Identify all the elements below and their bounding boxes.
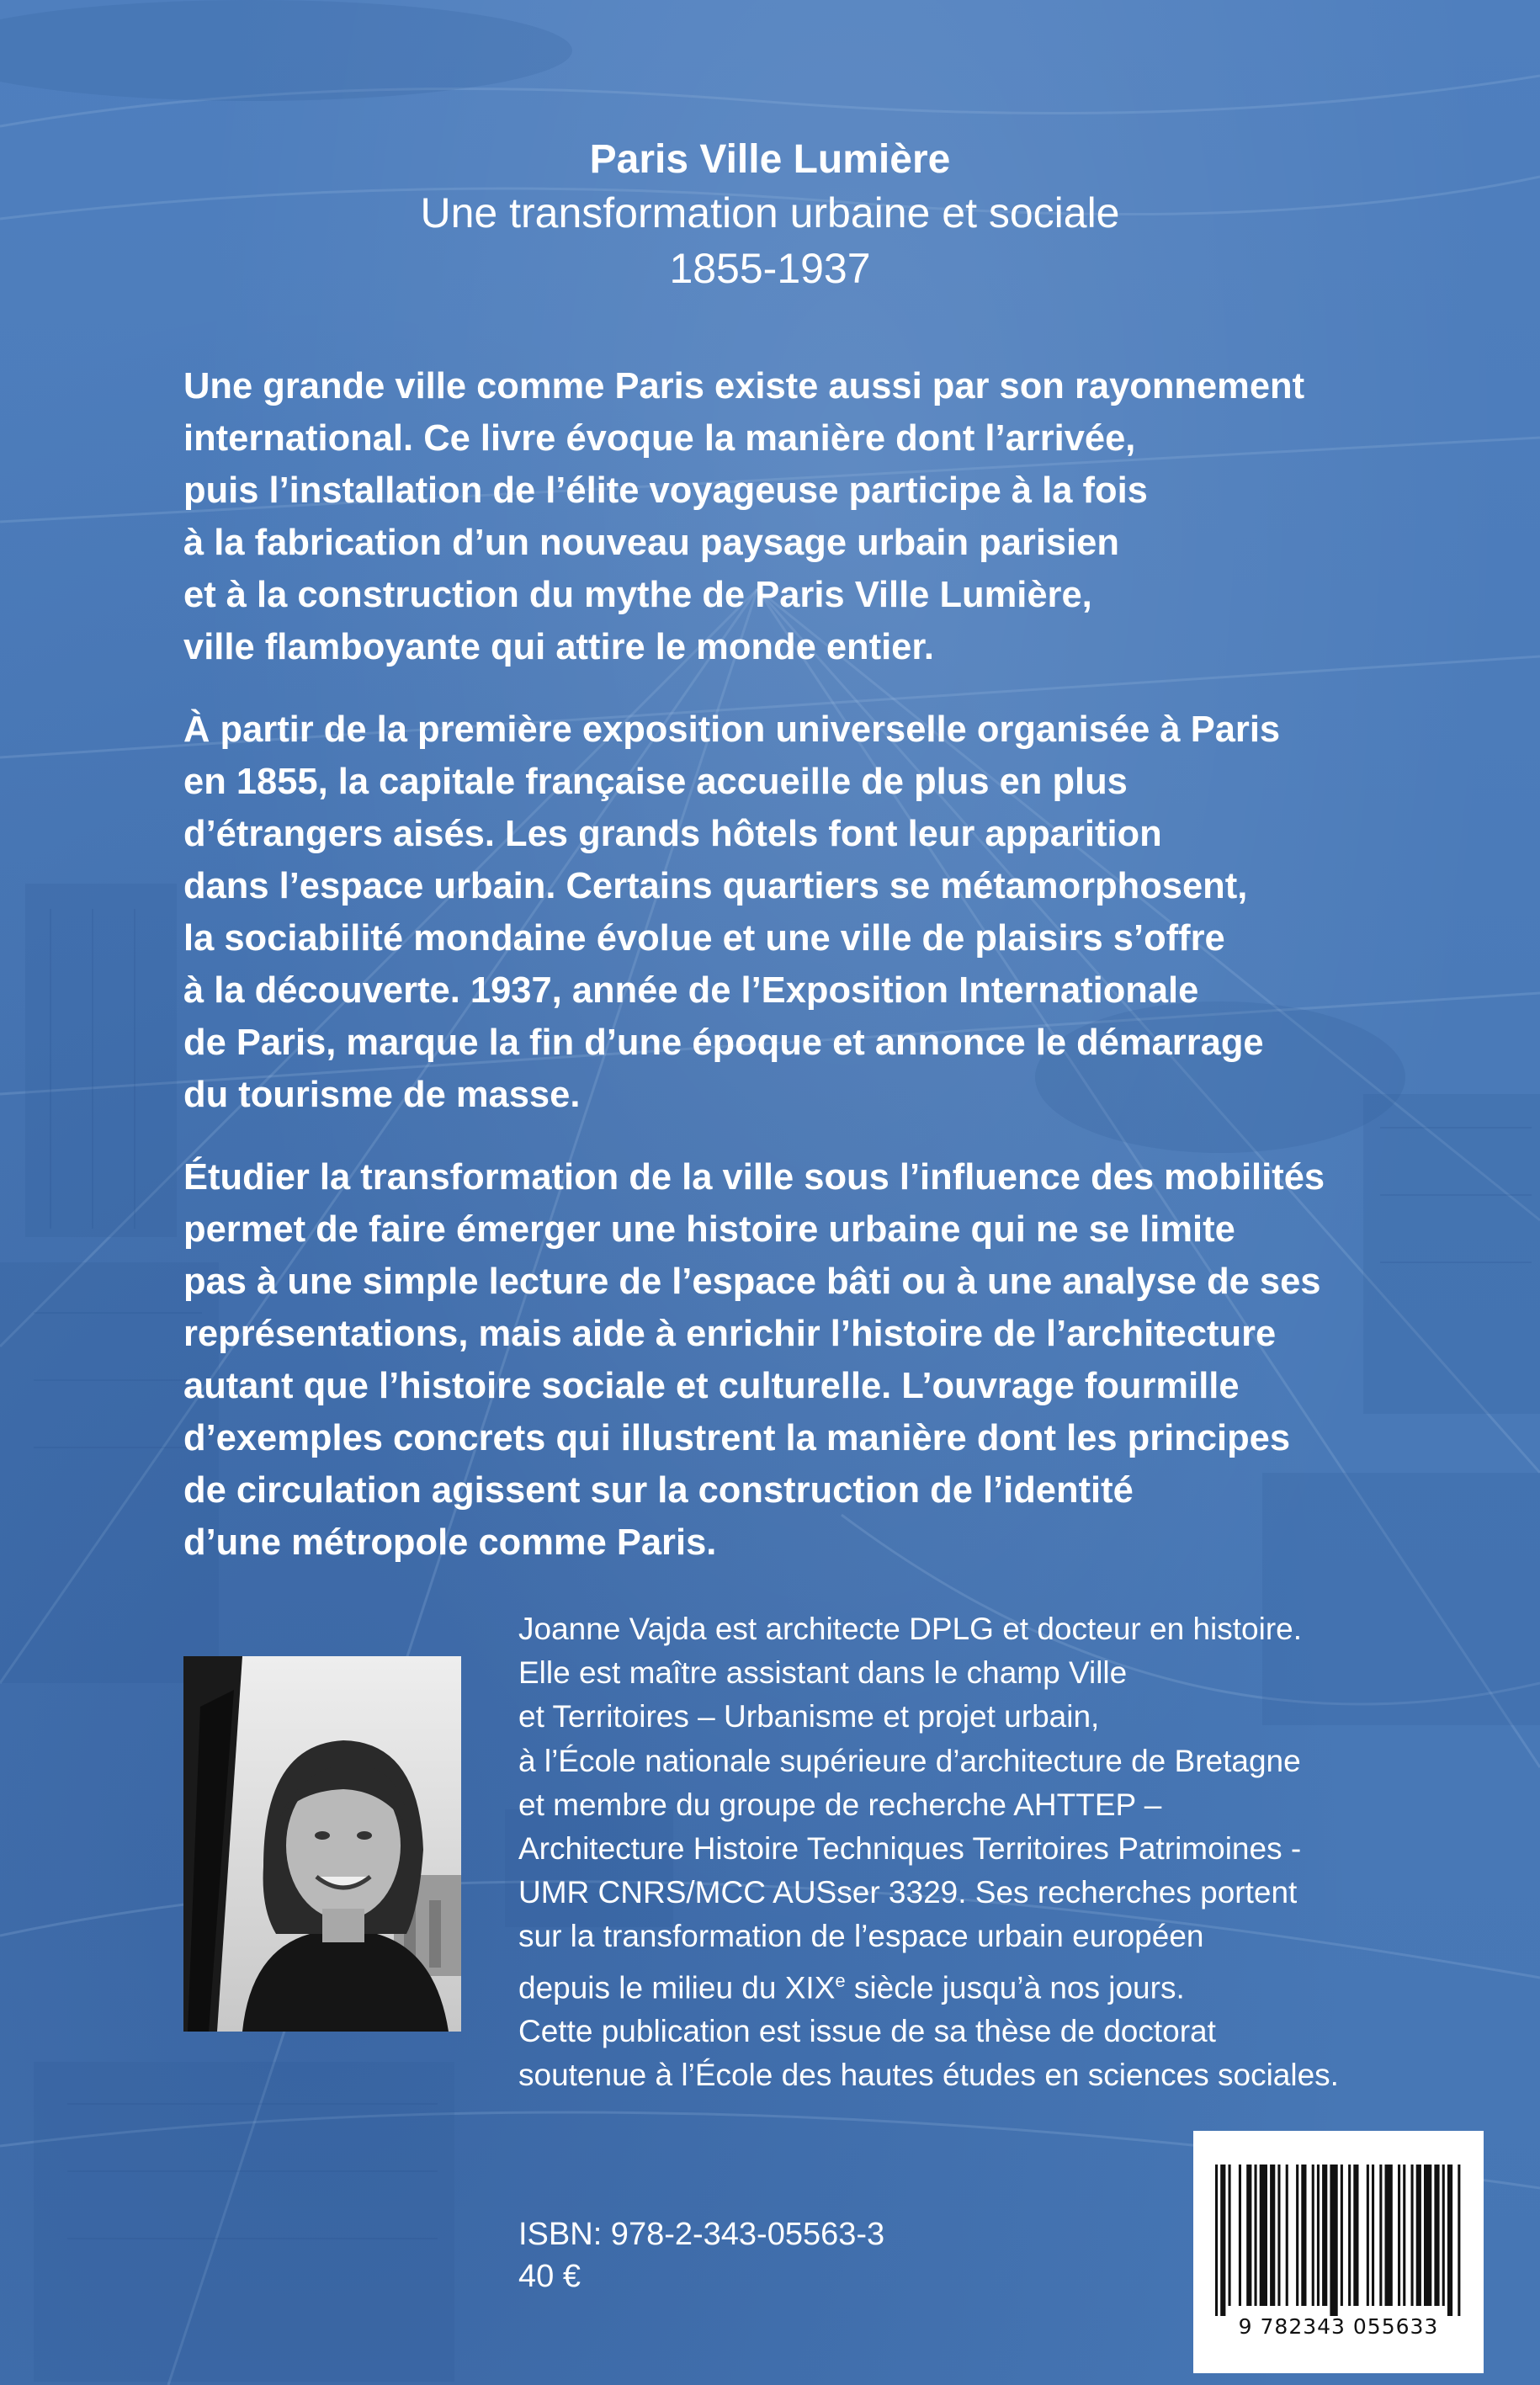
barcode-bar xyxy=(1416,2165,1421,2306)
barcode-bar xyxy=(1367,2165,1369,2306)
bio-line: et Territoires – Urbanisme et projet urbain, xyxy=(518,1699,1100,1734)
barcode-bar xyxy=(1322,2165,1327,2306)
summary-line: et à la construction du mythe de Paris Ville Lumière, xyxy=(183,575,1092,615)
summary-line: en 1855, la capitale française accueille de plus en plus xyxy=(183,762,1128,802)
barcode-bar xyxy=(1341,2165,1343,2306)
summary-paragraph xyxy=(183,704,1378,1121)
barcode-bar xyxy=(1312,2165,1314,2306)
barcode-bar xyxy=(1442,2165,1445,2306)
bio-line: UMR CNRS/MCC AUSser 3329. Ses recherches portent xyxy=(518,1875,1298,1910)
barcode-bar xyxy=(1353,2165,1358,2306)
author-bio xyxy=(518,1607,1528,2098)
summary-line: d’exemples concrets qui illustrent la manière dont les principes xyxy=(183,1418,1291,1458)
barcode-bar xyxy=(1458,2165,1460,2316)
bio-line-century xyxy=(518,1959,1528,2011)
summary-line: puis l’installation de l’élite voyageuse participe à la fois xyxy=(183,470,1148,511)
summary-line: du tourisme de masse. xyxy=(183,1075,581,1115)
barcode-bar xyxy=(1229,2165,1231,2306)
barcode-bar xyxy=(1301,2165,1306,2306)
century-suffix: siècle jusqu’à nos jours. xyxy=(845,1969,1185,2005)
bio-line: Joanne Vajda est architecte DPLG et docteur en histoire. xyxy=(518,1612,1303,1646)
century-superscript: e xyxy=(835,1969,846,1991)
barcode-digits: 9 782343 055633 xyxy=(1238,2314,1439,2339)
barcode-bar xyxy=(1286,2165,1288,2306)
price-text: 40 € xyxy=(518,2259,581,2294)
barcode-bar xyxy=(1260,2165,1267,2306)
summary-line: permet de faire émerger une histoire urbaine qui ne se limite xyxy=(183,1209,1235,1250)
summary-line: représentations, mais aide à enrichir l’histoire de l’architecture xyxy=(183,1314,1277,1354)
summary-line: à la fabrication d’un nouveau paysage urbain parisien xyxy=(183,523,1119,563)
barcode-bar xyxy=(1317,2165,1320,2306)
isbn-text: ISBN: 978-2-343-05563-3 xyxy=(518,2217,885,2252)
bio-line: Elle est maître assistant dans le champ Ville xyxy=(518,1655,1128,1691)
summary-line: ville flamboyante qui attire le monde entier. xyxy=(183,627,934,667)
barcode-bar xyxy=(1277,2165,1280,2306)
summary-line: de circulation agissent sur la construction de l’identité xyxy=(183,1470,1134,1511)
summary-line: À partir de la première exposition universelle organisée à Paris xyxy=(183,709,1281,750)
barcode-bar xyxy=(1385,2165,1393,2306)
barcode-bar xyxy=(1372,2165,1374,2306)
summary-line: Une grande ville comme Paris existe aussi par son rayonnement xyxy=(183,366,1305,406)
barcode-bar xyxy=(1424,2165,1431,2306)
bio-line: sur la transformation de l’espace urbain européen xyxy=(518,1919,1204,1954)
title-block xyxy=(0,135,1540,296)
barcode-bar xyxy=(1255,2165,1257,2306)
book-dates: 1855-1937 xyxy=(669,245,871,292)
barcode-bar xyxy=(1239,2165,1241,2306)
bio-line: soutenue à l’École des hautes études en sciences sociales. xyxy=(518,2058,1339,2093)
summary-paragraph xyxy=(183,360,1378,673)
barcode-bar xyxy=(1379,2165,1382,2306)
summary-line: d’une métropole comme Paris. xyxy=(183,1522,717,1563)
summary-line: dans l’espace urbain. Certains quartiers se métamorphosent, xyxy=(183,866,1248,906)
barcode-bar xyxy=(1270,2165,1275,2306)
summary-paragraph xyxy=(183,1151,1378,1569)
author-photo xyxy=(183,1656,461,2032)
barcode-bar xyxy=(1447,2165,1452,2316)
summary-line: à la découverte. 1937, année de l’Exposition Internationale xyxy=(183,970,1199,1011)
summary-line: la sociabilité mondaine évolue et une ville de plaisirs s’offre xyxy=(183,918,1225,959)
barcode-bar xyxy=(1215,2165,1218,2316)
barcode xyxy=(1193,2131,1484,2373)
book-subtitle: Une transformation urbaine et sociale xyxy=(420,189,1120,236)
book-title: Paris Ville Lumière xyxy=(589,137,951,182)
barcode-bar xyxy=(1296,2165,1298,2306)
bio-line: et membre du groupe de recherche AHTTEP – xyxy=(518,1787,1162,1822)
barcode-bar xyxy=(1330,2165,1337,2316)
summary-line: de Paris, marque la fin d’une époque et annonce le démarrage xyxy=(183,1023,1264,1063)
author-portrait-image xyxy=(183,1656,461,2032)
summary-line: d’étrangers aisés. Les grands hôtels font leur apparition xyxy=(183,814,1162,854)
summary-line: autant que l’histoire sociale et culturelle. L’ouvrage fourmille xyxy=(183,1366,1240,1406)
barcode-bar xyxy=(1348,2165,1351,2306)
century-prefix: depuis le milieu du XIX xyxy=(518,1969,836,2005)
barcode-bars xyxy=(1208,2165,1468,2316)
barcode-bar xyxy=(1220,2165,1225,2316)
bio-line: Architecture Histoire Techniques Territoires Patrimoines - xyxy=(518,1831,1302,1867)
bio-line: à l’École nationale supérieure d’architecture de Bretagne xyxy=(518,1743,1301,1778)
barcode-bar xyxy=(1398,2165,1400,2306)
summary-line: international. Ce livre évoque la manière dont l’arrivée, xyxy=(183,418,1136,459)
barcode-bar xyxy=(1434,2165,1439,2306)
barcode-bar xyxy=(1403,2165,1405,2306)
bio-line: Cette publication est issue de sa thèse de doctorat xyxy=(518,2014,1216,2049)
summary-text xyxy=(183,360,1378,1599)
barcode-bar xyxy=(1246,2165,1251,2306)
barcode-bar xyxy=(1411,2165,1414,2306)
summary-line: pas à une simple lecture de l’espace bâti ou à une analyse de ses xyxy=(183,1262,1321,1302)
summary-line: Étudier la transformation de la ville sous l’influence des mobilités xyxy=(183,1157,1325,1198)
